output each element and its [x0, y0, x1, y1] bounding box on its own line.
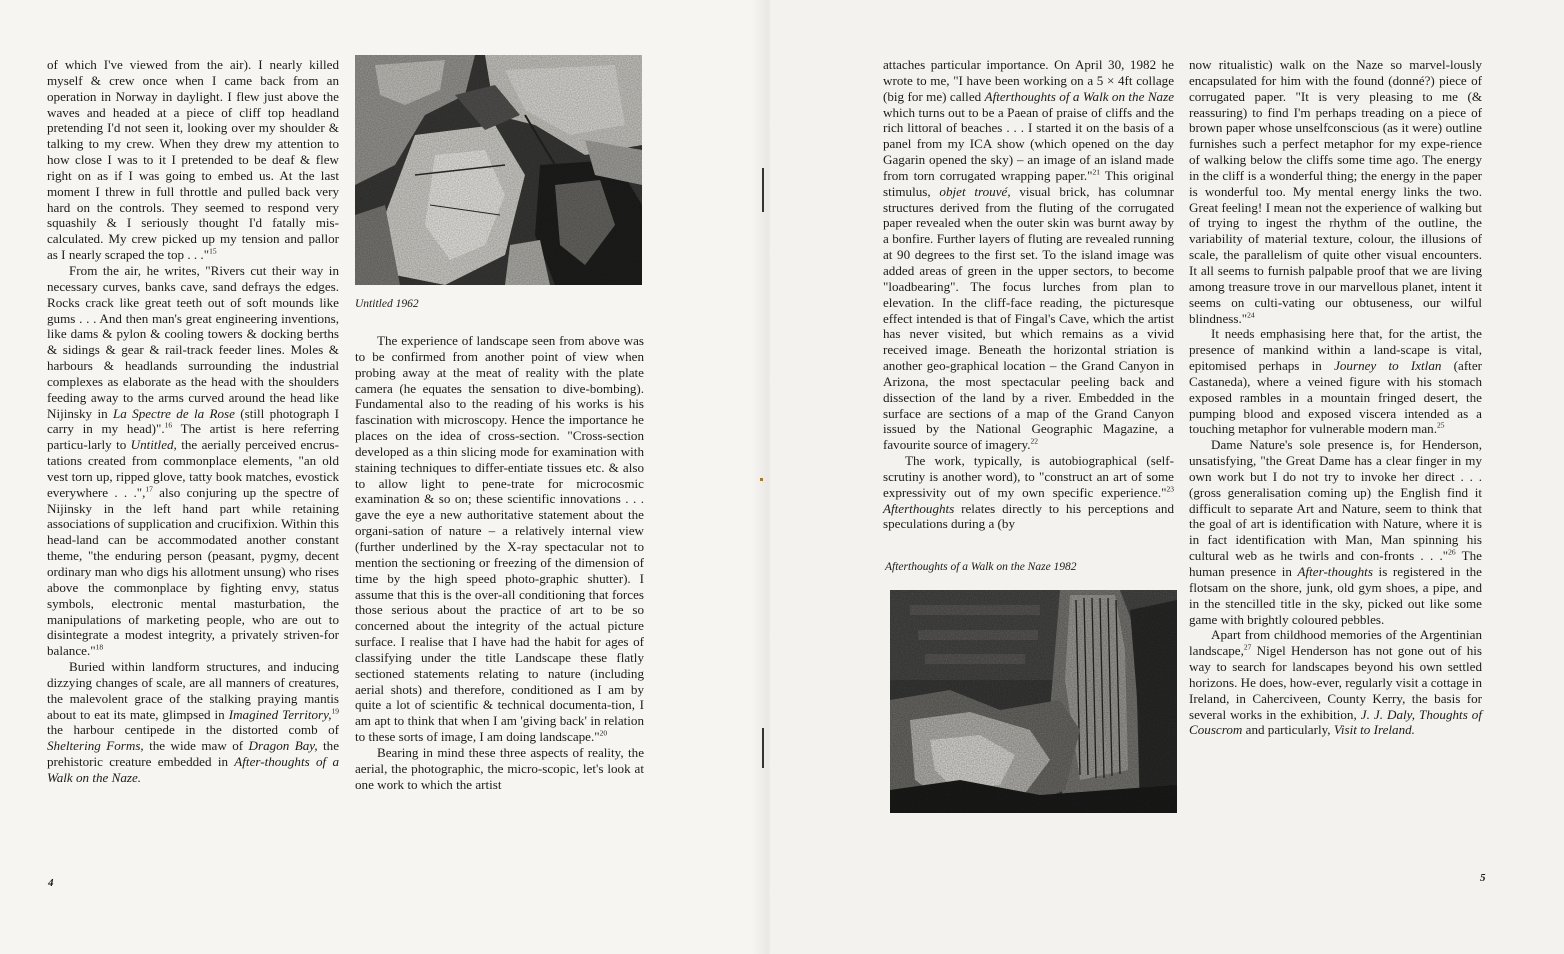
text-run: Buried within landform structures, and inducing dizzying changes of scale, are all manners of creatures, the malevolent grace of the stalking praying mantis about to eat its mate, glimpsed in [47, 659, 339, 722]
text-run: Nigel Henderson has not gone out of his way to search for landscapes beyond his own settled horizons. He does, how-ever, regularly visit a cottage in Ireland, in Caherciveen, County Kerry, the basis for several works in the exhibition, [1189, 643, 1482, 722]
text-run: Bearing in mind these three aspects of reality, the aerial, the photographic, the micro-scopic, let's look at one work to which the artist [355, 744, 644, 792]
paragraph [1189, 627, 1482, 738]
text-run: After-thoughts [1297, 564, 1373, 579]
footnote-ref: 21 [1092, 167, 1100, 177]
text-run: The work, typically, is autobiographical (self-scrutiny is another word), to "construct an art of some expressivity out of my own specific experience." [883, 453, 1174, 500]
text-run: visual brick, has columnar structures derived from the fluting of the corrugated paper revealed when the outer skin was burnt away by a bonfire. Further layers of fluting are revealed running at 90 degrees to the first set. To the island image was added areas of green in the upper sectors, to become "loadbearing". The focus lurches from plan to elevation. In the cliff-face reading, the picturesque effect intended is that of Fingal's Cave, which the artist has never visited, but which remains as a vivid received image. Beneath the horizontal striation is another geo-graphical location – the Grand Canyon in Arizona, the most spectacular peeling back and dissection of the land by a river. Embedded in the surface are sections of a map of the Grand Canyon issued by the National Geographic Magazine, a favourite source of imagery. [883, 183, 1174, 453]
afterthoughts-caption: Afterthoughts of a Walk on the Naze 1982 [885, 561, 1077, 573]
footnote-ref: 19 [331, 706, 340, 716]
text-run: attaches particular importance. On April 30, 1982 he wrote to me, "I have been working on a 5 × 4ft collage (big for me) called [883, 57, 1174, 104]
gutter-line-mark [762, 728, 764, 768]
text-run: Journey to Ixtlan [1334, 358, 1442, 374]
page-number-right: 5 [1480, 872, 1486, 884]
text-run: Untitled, [130, 437, 177, 453]
afterthoughts-collage-graphic [890, 590, 1177, 813]
footnote-ref: 15 [209, 246, 217, 256]
text-run: After-thoughts of a Walk on the Naze. [47, 754, 339, 785]
text-run: La Spectre de la Rose [112, 405, 235, 421]
footnote-ref: 23 [1166, 484, 1174, 494]
paragraph [1189, 57, 1482, 326]
footnote-ref: 20 [599, 728, 608, 738]
paragraph [883, 453, 1174, 532]
afterthoughts-image [890, 590, 1177, 813]
footnote-ref: 18 [95, 642, 104, 652]
footnote-ref: 16 [164, 421, 173, 431]
text-run: the prehistoric creature embedded in [47, 738, 340, 770]
untitled-1962-image [355, 55, 642, 285]
text-run: is registered in the flotsam on the shore, junk, old gym shoes, a pipe, and in the stencilled title in the sky, picked out like some game with brightly coloured pebbles. [1189, 564, 1482, 627]
left-column-1 [47, 57, 339, 786]
footnote-ref: 17 [145, 484, 153, 494]
paragraph [47, 659, 339, 786]
text-run: It needs emphasising here that, for the artist, the presence of mankind within a land-scape is vital, epitomised perhaps in [1189, 326, 1482, 374]
right-column-2 [1189, 57, 1482, 738]
text-run: Dragon Bay, [248, 738, 318, 754]
text-run: Visit to Ireland. [1333, 722, 1415, 738]
paragraph [355, 745, 644, 793]
paragraph [47, 263, 339, 659]
text-run: The human presence in [1189, 548, 1482, 579]
untitled-collage-graphic [355, 55, 642, 285]
text-run: From the air, he writes, "Rivers cut their way in necessary curves, banks cave, sand defrays the edges. Rocks crack like great teeth out of soft mounds like gums . . . And then man's great engineering inventions, like dams & pylon & cooling towers & docking berths & sidings & gear & rail-track feeder lines. Moles & harbours & headlands surrounding the industrial complexes as elaborate as the head with the shoulders feeding away to the arms curved around the head like Nijinsky in [47, 262, 339, 421]
text-run: of which I've viewed from the air). I nearly killed myself & crew once when I came back from an operation in Norway in daylight. I flew just above the waves and headed at a piece of cliff top headland pretending I'd not seen it, looking over my shoulder & talking to my crew. When they drew my attention to how close I was to it I pretended to be deaf & flew right on as if I was going to embed us. At the last moment I threw in full throttle and pulled back very hard on the controls. They seemed to respond very squashily & I seriously thought I'd fatally mis-calculated. My crew picked up my tension and pallor as I nearly scraped the top . . ." [47, 57, 339, 263]
text-run: the harbour centipede in the distorted comb of [47, 722, 339, 738]
footnote-ref: 25 [1436, 421, 1445, 431]
text-run: Imagined Territory, [228, 706, 332, 722]
text-run: Sheltering Forms, [47, 738, 144, 754]
text-run: the wide maw of [143, 738, 249, 754]
footnote-ref: 26 [1448, 547, 1456, 557]
left-page [0, 0, 770, 954]
text-run: Afterthoughts of a Walk on the Naze [984, 88, 1175, 104]
paragraph [883, 57, 1174, 453]
text-run: J. J. Daly, Thoughts of Couscrom [1189, 706, 1482, 738]
page-number-left: 4 [48, 877, 54, 889]
text-run: and particularly, [1242, 722, 1334, 738]
text-run: Apart from childhood memories of the Argentinian landscape, [1189, 627, 1482, 659]
footnote-ref: 27 [1243, 642, 1252, 652]
right-page [770, 0, 1564, 954]
paragraph [355, 333, 644, 745]
text-run: Dame Nature's sole presence is, for Henderson, unsatisfying, "the Great Dame has a clear finger in my own work but I do not try to invoke her direct . . . (gross generalisation coming up) the English find it difficult to separate Art and Nature, seem to think that the goal of art is identification with Nature, where it is in fact identification with Man, Man spinning his cultural web as he twirls and con-fronts . . ." [1189, 437, 1482, 564]
right-column-1 [883, 57, 1174, 532]
gutter-dot-mark [760, 478, 763, 481]
text-run: now ritualistic) walk on the Naze so marvel-lously encapsulated for him with the found (donné?) piece of corrugated paper. "It is very pleasing to me (& reassuring) to find I'm perhaps treading on a piece of brown paper whose unselfconscious (as it were) outline furnishes such a perfect metaphor for my expe-rience of walking below the cliffs some time ago. The energy in the cliff is a wonderful thing; the energy in the paper is wonderful too. My mental energy links the two. Great feeling! I mean not the experience of walking but of trying to ingest the rhythm of the outline, the variability of material texture, colour, the illusions of scale, the parallelism of quite other visual encounters. It all seems to furnish palpable proof that we are living among treasure trove in our marvellous planet, intent it seems on culti-vating our obtuseness, our wilful blindness." [1189, 57, 1482, 326]
text-run: The artist is here referring particu-larly to [47, 421, 340, 453]
text-run: relates directly to his perceptions and speculations during a (by [883, 500, 1174, 532]
text-run: (still photograph I carry in my head)". [47, 405, 340, 437]
paragraph [47, 57, 339, 263]
gutter-arrow-mark [762, 168, 764, 212]
text-run: also conjuring up the spectre of Nijinsky in the left hand part while retaining associations of supplication and crucifixion. Within this head-land can be accommodated another constant theme, "the enduring person (peasant, pygmy, decent ordinary man who digs his allotment unsung) who rises above the commonplace by fighting envy, status symbols, electronic mental masturbation, the manipulations of marketing people, who are out to disintegrate a modest integrity, a privately striven-for balance." [47, 484, 339, 659]
paragraph [1189, 437, 1482, 627]
text-run: The experience of landscape seen from above was to be confirmed from another point of view when probing away at the meat of reality with the plate camera (he equates the sensation to dive-bombing). Fundamental also to the reading of his works is his fascination with microscopy. Hence the importance he places on the idea of cross-section. "Cross-section developed as a thin slicing mode for examination with staining techniques to differ-entiate tissues etc. & also to allow light to pene-trate for microcosmic examination & so on; these scientific innovations . . . gave the eye a new authoritative statement about the organi-sation of nature – a relatively internal view (further underlined by the X-ray spectacular not to mention the sectioning or freezing of the dimension of time by the high speed photo-graphic shutter). I assume that this is the over-all conditioning that forces those serious about the practice of art to be so concerned about the integrity of the actual picture surface. I realise that I have had the habit for ages of classifying under the title Landscape these flatly sectioned statements relating to nature (including aerial shots) and therefore, conditioned as I am by quite a lot of scientific & technical documenta-tion, I am apt to think that when I am 'giving back' in relation to these sorts of image, I am doing landscape." [355, 333, 644, 745]
text-run: objet trouvé, [939, 183, 1011, 199]
paragraph [1189, 326, 1482, 437]
text-run: which turns out to be a Paean of praise of cliffs and the rich littoral of beaches . . . I started it on the basis of a panel from my ICA show (which opened on the day Gagarin opened the sky) – an image of an island made from torn corrugated wrapping paper." [883, 104, 1174, 183]
footnote-ref: 22 [1030, 436, 1038, 446]
left-column-2 [355, 333, 644, 792]
text-run: Afterthoughts [883, 500, 955, 516]
text-run: the aerially perceived encrus-tations created from commonplace elements, "an old vest torn up, ripped glove, tatty book matches, evostick everywhere . . .", [47, 437, 339, 500]
footnote-ref: 24 [1247, 310, 1255, 320]
untitled-1962-caption: Untitled 1962 [355, 298, 419, 310]
text-run: (after Castaneda), where a veined figure with his stomach exposed rambles in a mountain fringed desert, the pumping blood and exposed viscera intended as a touching metaphor for vulnerable modern man. [1189, 358, 1482, 437]
text-run: This original stimulus, [883, 167, 1174, 199]
